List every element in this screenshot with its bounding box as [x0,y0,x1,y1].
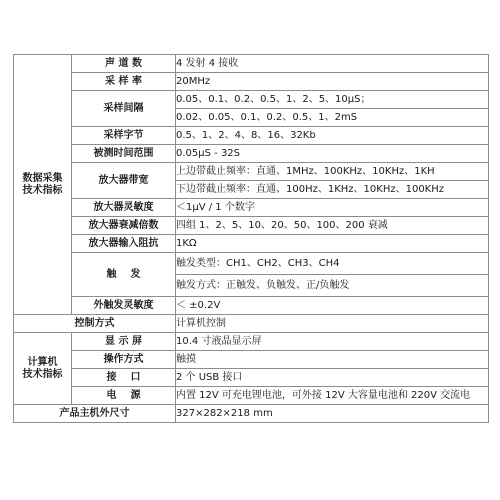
label-sample-bytes: 采样字节 [72,127,176,145]
category-line: 数据采集 [22,172,63,184]
label-size: 产品主机外尺寸 [14,405,176,423]
value-sample-rate: 20MHz [176,73,489,91]
table-row [14,333,489,351]
spec-table [13,54,489,423]
label-amp-impedance: 放大器输入阻抗 [72,235,176,253]
table-row [14,163,489,181]
table-row [14,253,489,275]
table-row [14,369,489,387]
value-display: 10.4 寸液晶显示屏 [176,333,489,351]
category-line: 计算机 [27,356,58,368]
table-row [14,145,489,163]
label-amp-bandwidth: 放大器带宽 [72,163,176,199]
value-amp-sensitivity: ＜1μV / 1 个数字 [176,199,489,217]
label-display: 显 示 屏 [72,333,176,351]
table-row [14,315,489,333]
label-trigger: 触 发 [72,253,176,297]
category-line: 技术指标 [22,184,63,196]
category-computer [14,333,72,405]
label-interface: 接 口 [72,369,176,387]
value-control: 计算机控制 [176,315,489,333]
value-amp-bandwidth-upper: 上边带截止频率：直通、1MHz、100KHz、10KHz、1KH [176,163,489,181]
table-row [14,387,489,405]
value-measured-range: 0.05μS - 32S [176,145,489,163]
value-channels: 4 发射 4 接收 [176,55,489,73]
label-amp-sensitivity: 放大器灵敏度 [72,199,176,217]
value-sample-interval-1: 0.05、0.1、0.2、0.5、1、2、5、10μS； [176,91,489,109]
label-operation: 操作方式 [72,351,176,369]
label-ext-trigger: 外触发灵敏度 [72,297,176,315]
table-row [14,405,489,423]
category-acquisition [14,55,72,315]
label-channels: 声 道 数 [72,55,176,73]
label-amp-attenuation: 放大器衰减倍数 [72,217,176,235]
label-sample-interval: 采样间隔 [72,91,176,127]
table-row [14,55,489,73]
table-row [14,91,489,109]
label-power: 电 源 [72,387,176,405]
value-ext-trigger: ＜ ±0.2V [176,297,489,315]
value-interface: 2 个 USB 接口 [176,369,489,387]
value-trigger-type: 触发类型：CH1、CH2、CH3、CH4 [176,253,489,275]
value-trigger-mode: 触发方式：正触发、负触发、正/负触发 [176,275,489,297]
table-row [14,199,489,217]
table-row [14,297,489,315]
value-amp-impedance: 1KΩ [176,235,489,253]
value-size: 327×282×218 mm [176,405,489,423]
value-amp-bandwidth-lower: 下边带截止频率：直通、100Hz、1KHz、10KHz、100KHz [176,181,489,199]
table-row [14,351,489,369]
table-row [14,73,489,91]
value-sample-bytes: 0.5、1、2、4、8、16、32Kb [176,127,489,145]
table-row [14,217,489,235]
value-amp-attenuation: 四组 1、2、5、10、20、50、100、200 衰减 [176,217,489,235]
table-row [14,127,489,145]
value-sample-interval-2: 0.02、0.05、0.1、0.2、0.5、1、2mS [176,109,489,127]
label-measured-range: 被测时间范围 [72,145,176,163]
category-line: 技术指标 [22,368,63,380]
value-power: 内置 12V 可充电锂电池，可外接 12V 大容量电池和 220V 交流电 [176,387,489,405]
table-row [14,235,489,253]
label-control: 控制方式 [14,315,176,333]
value-operation: 触摸 [176,351,489,369]
label-sample-rate: 采 样 率 [72,73,176,91]
